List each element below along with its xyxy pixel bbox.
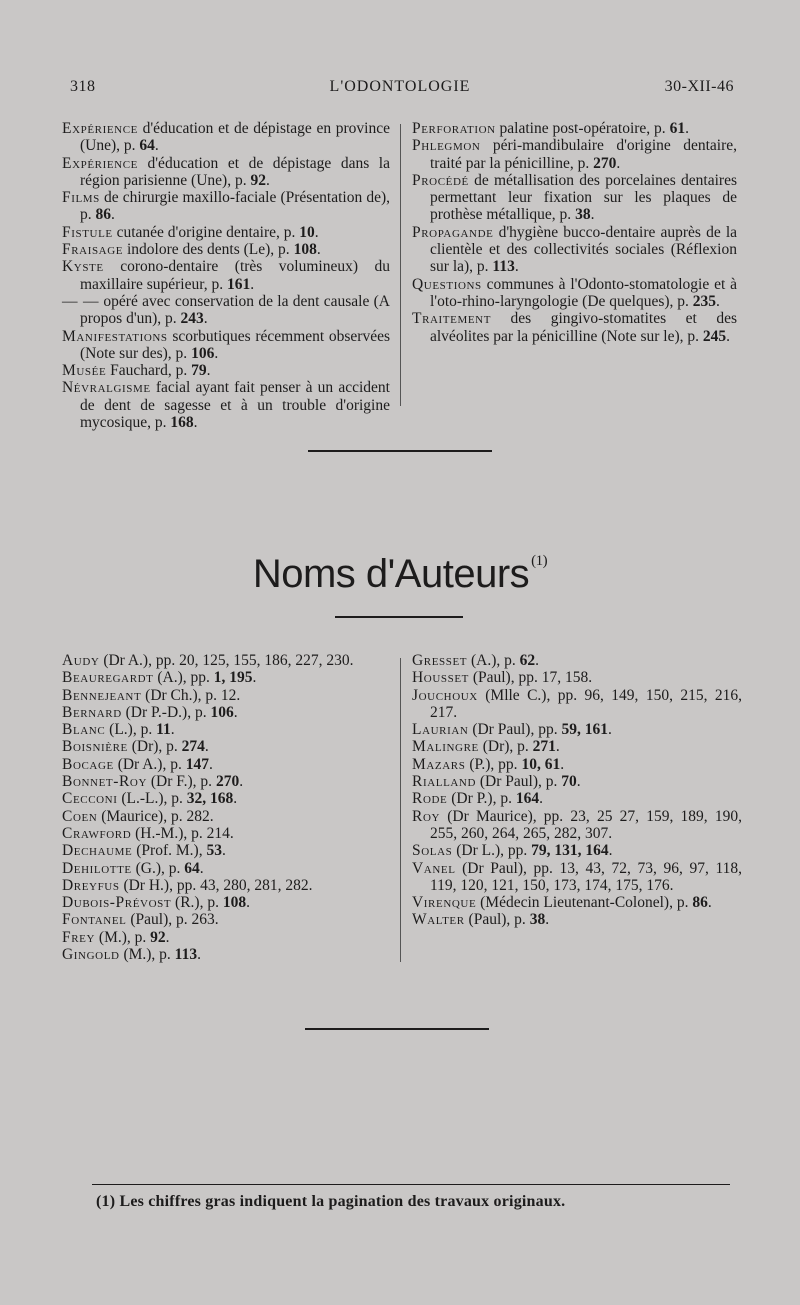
author-details: (Dr), p. xyxy=(127,738,182,756)
subject-term: Questions xyxy=(412,275,482,293)
entry-tail: . xyxy=(199,859,204,877)
author-name: Bernard xyxy=(62,703,122,721)
page-reference: 270 xyxy=(593,154,617,172)
subject-text: corono-dentaire (très volumineux) du maxillaire supérieur, p. xyxy=(80,258,390,293)
subject-entry xyxy=(62,155,390,190)
author-entry xyxy=(62,825,392,842)
section-divider xyxy=(308,450,492,452)
original-page-reference: 271 xyxy=(532,738,556,756)
subject-entry xyxy=(62,293,390,328)
original-page-reference: 1, 195 xyxy=(213,669,253,687)
author-details: (Paul), pp. 17, 158. xyxy=(468,669,593,687)
author-entry xyxy=(62,911,392,928)
author-name: Bennejeant xyxy=(62,686,142,704)
author-entry xyxy=(412,842,742,859)
author-name: Housset xyxy=(412,669,469,687)
entry-tail: . xyxy=(555,738,560,756)
original-page-reference: 38 xyxy=(529,911,546,929)
entry-tail: . xyxy=(233,703,238,721)
author-name: Malingre xyxy=(412,738,479,756)
author-name: Coen xyxy=(62,807,98,825)
author-entry xyxy=(412,756,742,773)
author-name: Gingold xyxy=(62,946,120,964)
subject-index-right-column xyxy=(412,120,737,345)
subject-text: facial ayant fait penser à un accident de dent de sagesse et à un trouble d'origine mycosique, p. xyxy=(80,379,390,432)
subject-text: d'hygiène bucco-dentaire auprès de la clientèle et des collectivités sociales (Réflexion sur la), p. xyxy=(430,223,738,276)
author-entry xyxy=(412,721,742,738)
entry-tail: . xyxy=(539,790,543,808)
subject-text: cutanée d'origine dentaire, p. xyxy=(116,223,300,241)
author-details: (Dr Paul), p. xyxy=(476,773,562,791)
page-reference: 161 xyxy=(227,275,251,293)
entry-tail: . xyxy=(265,171,270,189)
author-details: (Maurice), p. 282. xyxy=(97,807,214,825)
author-name: Blanc xyxy=(62,721,106,739)
entry-tail: . xyxy=(206,362,211,380)
entry-tail: . xyxy=(685,120,689,137)
entry-tail: . xyxy=(203,310,208,328)
author-details: (G.), p. xyxy=(131,859,185,877)
subject-term: Films xyxy=(62,189,100,207)
author-name: Solas xyxy=(412,842,453,860)
original-page-reference: 86 xyxy=(692,894,708,912)
author-name: Mazars xyxy=(412,755,466,773)
page-reference: 245 xyxy=(702,327,727,345)
author-entry xyxy=(62,842,392,859)
author-details: (Dr A.), pp. 20, 125, 155, 186, 227, 230. xyxy=(99,652,354,669)
subject-term: Musée xyxy=(62,362,107,380)
subject-text: scorbutiques récemment observées (Note sur des), p. xyxy=(80,327,391,362)
original-page-reference: 164 xyxy=(515,790,540,808)
author-entry xyxy=(62,877,392,894)
entry-tail: . xyxy=(170,721,175,739)
author-name: Beauregardt xyxy=(62,669,154,687)
page-reference: 92 xyxy=(250,171,266,189)
subject-entry xyxy=(412,120,737,137)
title-underline xyxy=(335,616,463,618)
entry-tail: . xyxy=(514,258,519,276)
author-entry xyxy=(62,929,392,946)
entry-tail: . xyxy=(726,327,731,345)
original-page-reference: 92 xyxy=(150,928,166,946)
original-page-reference: 274 xyxy=(181,738,205,756)
subject-entry xyxy=(62,379,390,431)
author-entry xyxy=(62,946,392,963)
subject-term: Fraisage xyxy=(62,241,124,259)
page-reference: 38 xyxy=(575,206,591,224)
subject-text: Fauchard, p. xyxy=(110,362,192,380)
author-entry xyxy=(62,860,392,877)
original-page-reference: 62 xyxy=(519,652,536,669)
entry-tail: . xyxy=(197,946,201,964)
author-name: Crawford xyxy=(62,824,132,842)
subject-entry xyxy=(412,224,737,276)
author-entry xyxy=(62,808,392,825)
author-name: Gresset xyxy=(412,652,468,669)
entry-tail: . xyxy=(716,292,720,310)
page-reference: 235 xyxy=(692,292,717,310)
entry-tail: . xyxy=(707,894,712,912)
author-details: (Mlle C.), pp. 96, 149, 150, 215, 216, 217. xyxy=(430,686,742,721)
column-divider xyxy=(400,124,401,406)
column-divider xyxy=(400,658,401,962)
author-entry xyxy=(62,687,392,704)
entry-tail: . xyxy=(250,275,255,293)
subject-entry xyxy=(62,224,390,241)
author-name: Rode xyxy=(412,790,448,808)
author-name: Walter xyxy=(412,911,465,929)
author-details: (L.), p. xyxy=(105,721,157,739)
subject-term: Expérience xyxy=(62,120,138,137)
entry-tail: . xyxy=(545,911,550,929)
subject-term: Phlegmon xyxy=(412,137,481,155)
page-reference: 79 xyxy=(191,362,207,380)
subject-entry xyxy=(62,241,390,258)
author-name: Dreyfus xyxy=(62,876,120,894)
page-reference: 61 xyxy=(669,120,686,137)
subject-term: Procédé xyxy=(412,171,469,189)
author-name: Bonnet-Roy xyxy=(62,773,147,791)
author-name: Laurian xyxy=(412,721,469,739)
original-page-reference: 70 xyxy=(561,773,577,791)
author-index-left-column xyxy=(62,652,392,963)
author-name: Bocage xyxy=(62,755,114,773)
subject-entry xyxy=(412,310,737,345)
subject-text: communes à l'Odonto-stomatologie et à l'oto-rhino-laryngologie (De quelques), p. xyxy=(430,275,737,310)
author-entry xyxy=(62,738,392,755)
entry-tail: . xyxy=(252,669,257,687)
author-details: (R.), p. xyxy=(171,894,223,912)
author-entry xyxy=(62,894,392,911)
issue-date: 30-XII-46 xyxy=(664,78,734,95)
author-name: Rialland xyxy=(412,773,477,791)
original-page-reference: 10, 61 xyxy=(521,755,561,773)
author-name: Vanel xyxy=(412,859,456,877)
author-entry xyxy=(412,911,742,928)
entry-tail: . xyxy=(221,842,226,860)
author-details: (H.-M.), p. 214. xyxy=(131,824,234,842)
entry-tail: . xyxy=(608,842,613,860)
subject-index-left-column xyxy=(62,120,390,431)
section-title xyxy=(0,552,800,597)
subject-term: Propagande xyxy=(412,223,494,241)
author-details: (A.), pp. xyxy=(153,669,214,687)
author-details: (Dr Paul), pp. xyxy=(468,721,562,739)
subject-entry xyxy=(412,137,737,172)
author-entry xyxy=(412,773,742,790)
original-page-reference: 11 xyxy=(156,721,171,739)
original-page-reference: 270 xyxy=(215,773,240,791)
author-index-right-column xyxy=(412,652,742,929)
original-page-reference: 113 xyxy=(174,946,198,964)
subject-text: péri-mandibulaire d'origine dentaire, traité par la pénicilline, p. xyxy=(430,137,737,172)
entry-tail: . xyxy=(590,206,595,224)
footnote: (1) Les chiffres gras indiquent la pagination des travaux originaux. xyxy=(96,1193,566,1210)
original-page-reference: 79, 131, 164 xyxy=(531,842,609,860)
original-page-reference: 32, 168 xyxy=(186,790,234,808)
subject-entry xyxy=(62,362,390,379)
entry-tail: . xyxy=(576,773,581,791)
footnote-rule xyxy=(92,1184,730,1185)
author-name: Fontanel xyxy=(62,911,127,929)
author-details: (Paul), p. 263. xyxy=(126,911,219,929)
author-entry xyxy=(62,704,392,721)
author-entry xyxy=(62,790,392,807)
author-details: (Dr H.), pp. 43, 280, 281, 282. xyxy=(119,876,313,894)
entry-tail: . xyxy=(193,414,198,432)
author-entry xyxy=(412,790,742,807)
original-page-reference: 64 xyxy=(184,859,200,877)
subject-term: Manifestations xyxy=(62,327,168,345)
author-name: Dehilotte xyxy=(62,859,132,877)
author-entry xyxy=(412,652,742,669)
author-details: (Dr Paul), pp. 13, 43, 72, 73, 96, 97, 118, 119, 120, 121, 150, 173, 174, 175, 176. xyxy=(430,859,742,894)
subject-entry xyxy=(412,172,737,224)
page-reference: 106 xyxy=(191,344,215,362)
author-name: Boisnière xyxy=(62,738,128,756)
subject-entry xyxy=(62,328,390,363)
section-title-text: Noms d'Auteurs xyxy=(252,552,530,596)
author-entry xyxy=(412,687,742,722)
entry-tail: . xyxy=(165,928,170,946)
subject-text: opéré avec conservation de la dent causale (A propos d'un), p. xyxy=(80,292,390,328)
entry-tail: . xyxy=(607,721,612,739)
page-reference: 86 xyxy=(95,206,111,224)
subject-text: indolore des dents (Le), p. xyxy=(126,241,294,259)
entry-tail: . xyxy=(111,206,115,224)
subject-entry xyxy=(62,189,390,224)
original-page-reference: 53 xyxy=(206,842,222,860)
page-reference: 168 xyxy=(170,414,194,432)
author-entry xyxy=(412,860,742,895)
subject-term: Traitement xyxy=(412,310,492,328)
entry-tail: . xyxy=(204,738,209,756)
subject-term: Fistule xyxy=(62,223,113,241)
author-entry xyxy=(412,738,742,755)
subject-text: de chirurgie maxillo-faciale (Présentation de), p. xyxy=(80,189,390,224)
entry-tail: . xyxy=(560,755,565,773)
page-reference: 243 xyxy=(180,310,204,328)
subject-entry xyxy=(412,276,737,311)
entry-tail: . xyxy=(314,223,319,241)
subject-text: palatine post-opératoire, p. xyxy=(499,120,670,137)
author-details: (Dr F.), p. xyxy=(147,773,216,791)
subject-text: des gingivo-stomatites et des alvéolites par la pénicilline (Note sur le), p. xyxy=(430,310,738,345)
author-details: (Dr A.), p. xyxy=(113,755,186,773)
page-reference: 10 xyxy=(299,223,315,241)
author-entry xyxy=(62,652,392,669)
entry-tail: . xyxy=(535,652,540,669)
entry-tail: . xyxy=(616,154,621,172)
subject-term: Expérience xyxy=(62,154,138,172)
subject-text: de métallisation des porcelaines dentaires permettant leur fixation sur les plaques de prothèse métallique, p. xyxy=(430,171,737,224)
author-details: (A.), p. xyxy=(467,652,520,669)
author-entry xyxy=(62,756,392,773)
author-details: (Dr L.), pp. xyxy=(452,842,532,860)
original-page-reference: 106 xyxy=(210,703,234,721)
subject-text: d'éducation et de dépistage dans la région parisienne (Une), p. xyxy=(80,154,390,189)
author-details: (Paul), p. xyxy=(464,911,530,929)
author-name: Virenque xyxy=(412,894,477,912)
author-name: Frey xyxy=(62,928,96,946)
author-details: (Dr P.), p. xyxy=(447,790,516,808)
subject-term: Kyste xyxy=(62,258,104,276)
journal-title: L'ODONTOLOGIE xyxy=(329,78,471,95)
author-details: (M.), p. xyxy=(95,928,151,946)
entry-tail: . xyxy=(208,755,213,773)
page-reference: 108 xyxy=(293,241,317,259)
author-details: (Dr Ch.), p. 12. xyxy=(141,686,241,704)
subject-entry xyxy=(62,258,390,293)
subject-term: — — xyxy=(62,292,100,310)
subject-term: Névralgisme xyxy=(62,379,151,397)
author-details: (Dr), p. xyxy=(478,738,533,756)
author-details: (L.-L.), p. xyxy=(117,790,187,808)
author-details: (Dr Maurice), pp. 23, 25 27, 159, 189, 190, 255, 260, 264, 265, 282, 307. xyxy=(430,807,742,842)
author-entry xyxy=(62,669,392,686)
entry-tail: . xyxy=(239,773,244,791)
entry-tail: . xyxy=(154,137,159,155)
author-details: (M.), p. xyxy=(119,946,175,964)
author-name: Cecconi xyxy=(62,790,118,808)
entry-tail: . xyxy=(233,790,238,808)
author-name: Roy xyxy=(412,807,441,825)
author-details: (Médecin Lieutenant-Colonel), p. xyxy=(476,894,693,912)
author-entry xyxy=(62,773,392,790)
entry-tail: . xyxy=(316,241,321,259)
author-entry xyxy=(412,808,742,843)
author-details: (Prof. M.), xyxy=(132,842,207,860)
page-reference: 113 xyxy=(492,258,515,276)
author-details: (Dr P.-D.), p. xyxy=(121,703,211,721)
page-number: 318 xyxy=(70,78,96,95)
author-name: Audy xyxy=(62,652,100,669)
author-entry xyxy=(62,721,392,738)
entry-tail: . xyxy=(214,344,219,362)
author-name: Dubois-Prévost xyxy=(62,894,172,912)
entry-tail: . xyxy=(246,894,250,912)
original-page-reference: 59, 161 xyxy=(561,721,608,739)
author-details: (P.), pp. xyxy=(465,755,522,773)
section-divider xyxy=(305,1028,489,1030)
subject-entry xyxy=(62,120,390,155)
author-name: Dechaume xyxy=(62,842,133,860)
subject-term: Perforation xyxy=(412,120,496,137)
author-entry xyxy=(412,669,742,686)
original-page-reference: 108 xyxy=(222,894,247,912)
original-page-reference: 147 xyxy=(185,755,209,773)
footnote-mark: (1) xyxy=(531,552,548,569)
subject-text: d'éducation et de dépistage en province (Une), p. xyxy=(80,120,390,155)
author-name: Jouchoux xyxy=(412,686,478,704)
author-entry xyxy=(412,894,742,911)
page-reference: 64 xyxy=(139,137,155,155)
